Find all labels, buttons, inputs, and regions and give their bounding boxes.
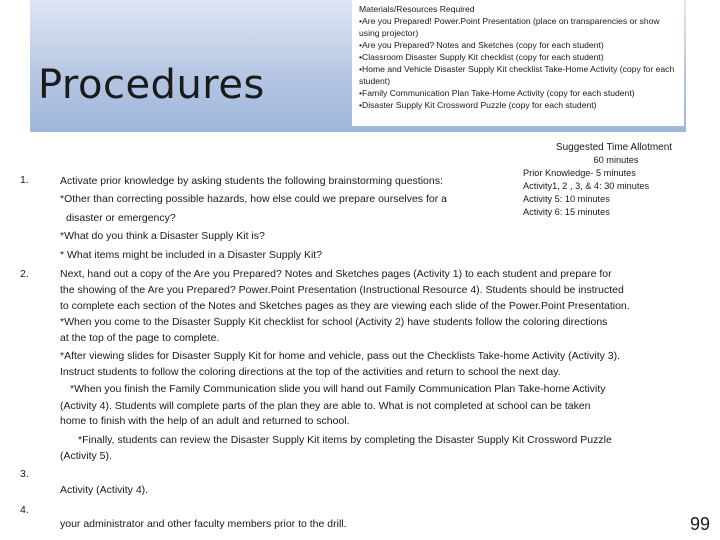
procedure-line: (Activity 5).	[60, 450, 112, 462]
materials-item: •Classroom Disaster Supply Kit checklist (copy for each student)	[359, 52, 604, 62]
time-allotment-row: Activity 6: 15 minutes	[523, 207, 610, 217]
procedure-line: *Finally, students can review the Disaster Supply Kit items by completing the Disaster Supply Kit Crossword Puzzle	[78, 434, 612, 446]
procedure-line: the showing of the Are you Prepared? Power.Point Presentation (Instructional Resource 4). Students should be instructed	[60, 284, 624, 296]
procedure-line: Activate prior knowledge by asking students the following brainstorming questions:	[60, 175, 443, 187]
procedure-line: *When you come to the Disaster Supply Kit checklist for school (Activity 2) have students follow the coloring directions	[60, 316, 608, 328]
procedure-line: *Other than correcting possible hazards, how else could we prepare ourselves for a	[60, 193, 447, 205]
procedure-line: at the top of the page to complete.	[60, 332, 220, 344]
procedure-line: *After viewing slides for Disaster Supply Kit for home and vehicle, pass out the Checklists Take-home Activity (Activity 3).	[60, 350, 621, 362]
materials-item: •Disaster Supply Kit Crossword Puzzle (copy for each student)	[359, 100, 597, 110]
procedure-line: *What do you think a Disaster Supply Kit is?	[60, 230, 265, 242]
procedure-line: Instruct students to follow the coloring directions at the top of the activities and return to school the next day.	[60, 366, 561, 378]
procedure-line: your administrator and other faculty members prior to the drill.	[60, 518, 347, 530]
materials-item: •Home and Vehicle Disaster Supply Kit checklist Take-Home Activity (copy for each student)	[359, 64, 675, 86]
procedure-line: home to finish with the help of an adult and returned to school.	[60, 415, 350, 427]
time-allotment-row: Prior Knowledge- 5 minutes	[523, 168, 636, 178]
procedure-line: Next, hand out a copy of the Are you Prepared? Notes and Sketches pages (Activity 1) to each student and prepare for	[60, 268, 612, 280]
procedure-line: to complete each section of the Notes and Sketches pages as they are viewing each slide of the Power.Point Presentation.	[60, 300, 630, 312]
time-allotment-total: 60 minutes	[593, 155, 639, 165]
time-allotment-row: Activity 5: 10 minutes	[523, 194, 610, 204]
step-number: 4.	[20, 504, 29, 516]
procedure-line: * What items might be included in a Disaster Supply Kit?	[60, 249, 323, 261]
procedure-line: disaster or emergency?	[66, 212, 176, 224]
time-allotment-heading: Suggested Time Allotment	[555, 142, 673, 153]
step-number: 3.	[20, 468, 29, 480]
page-number: 99	[690, 514, 711, 534]
page-title: Procedures	[38, 62, 265, 108]
time-allotment-row: Activity1, 2 , 3, & 4: 30 minutes	[523, 181, 650, 191]
materials-item: •Are you Prepared! Power.Point Presentation (place on transparencies or show using projector)	[359, 16, 660, 38]
procedure-line: *When you finish the Family Communication slide you will hand out Family Communication Plan Take-home Activity	[70, 383, 606, 395]
step-number: 1.	[20, 174, 29, 186]
procedure-line: Activity (Activity 4).	[60, 484, 149, 496]
materials-item: •Family Communication Plan Take-Home Activity (copy for each student)	[359, 88, 635, 98]
materials-item: •Are you Prepared? Notes and Sketches (copy for each student)	[359, 40, 604, 50]
step-number: 2.	[20, 268, 29, 280]
materials-heading: Materials/Resources Required	[359, 4, 475, 14]
procedure-line: (Activity 4). Students will complete parts of the plan they are able to. What is not completed at school can be taken	[60, 400, 591, 412]
